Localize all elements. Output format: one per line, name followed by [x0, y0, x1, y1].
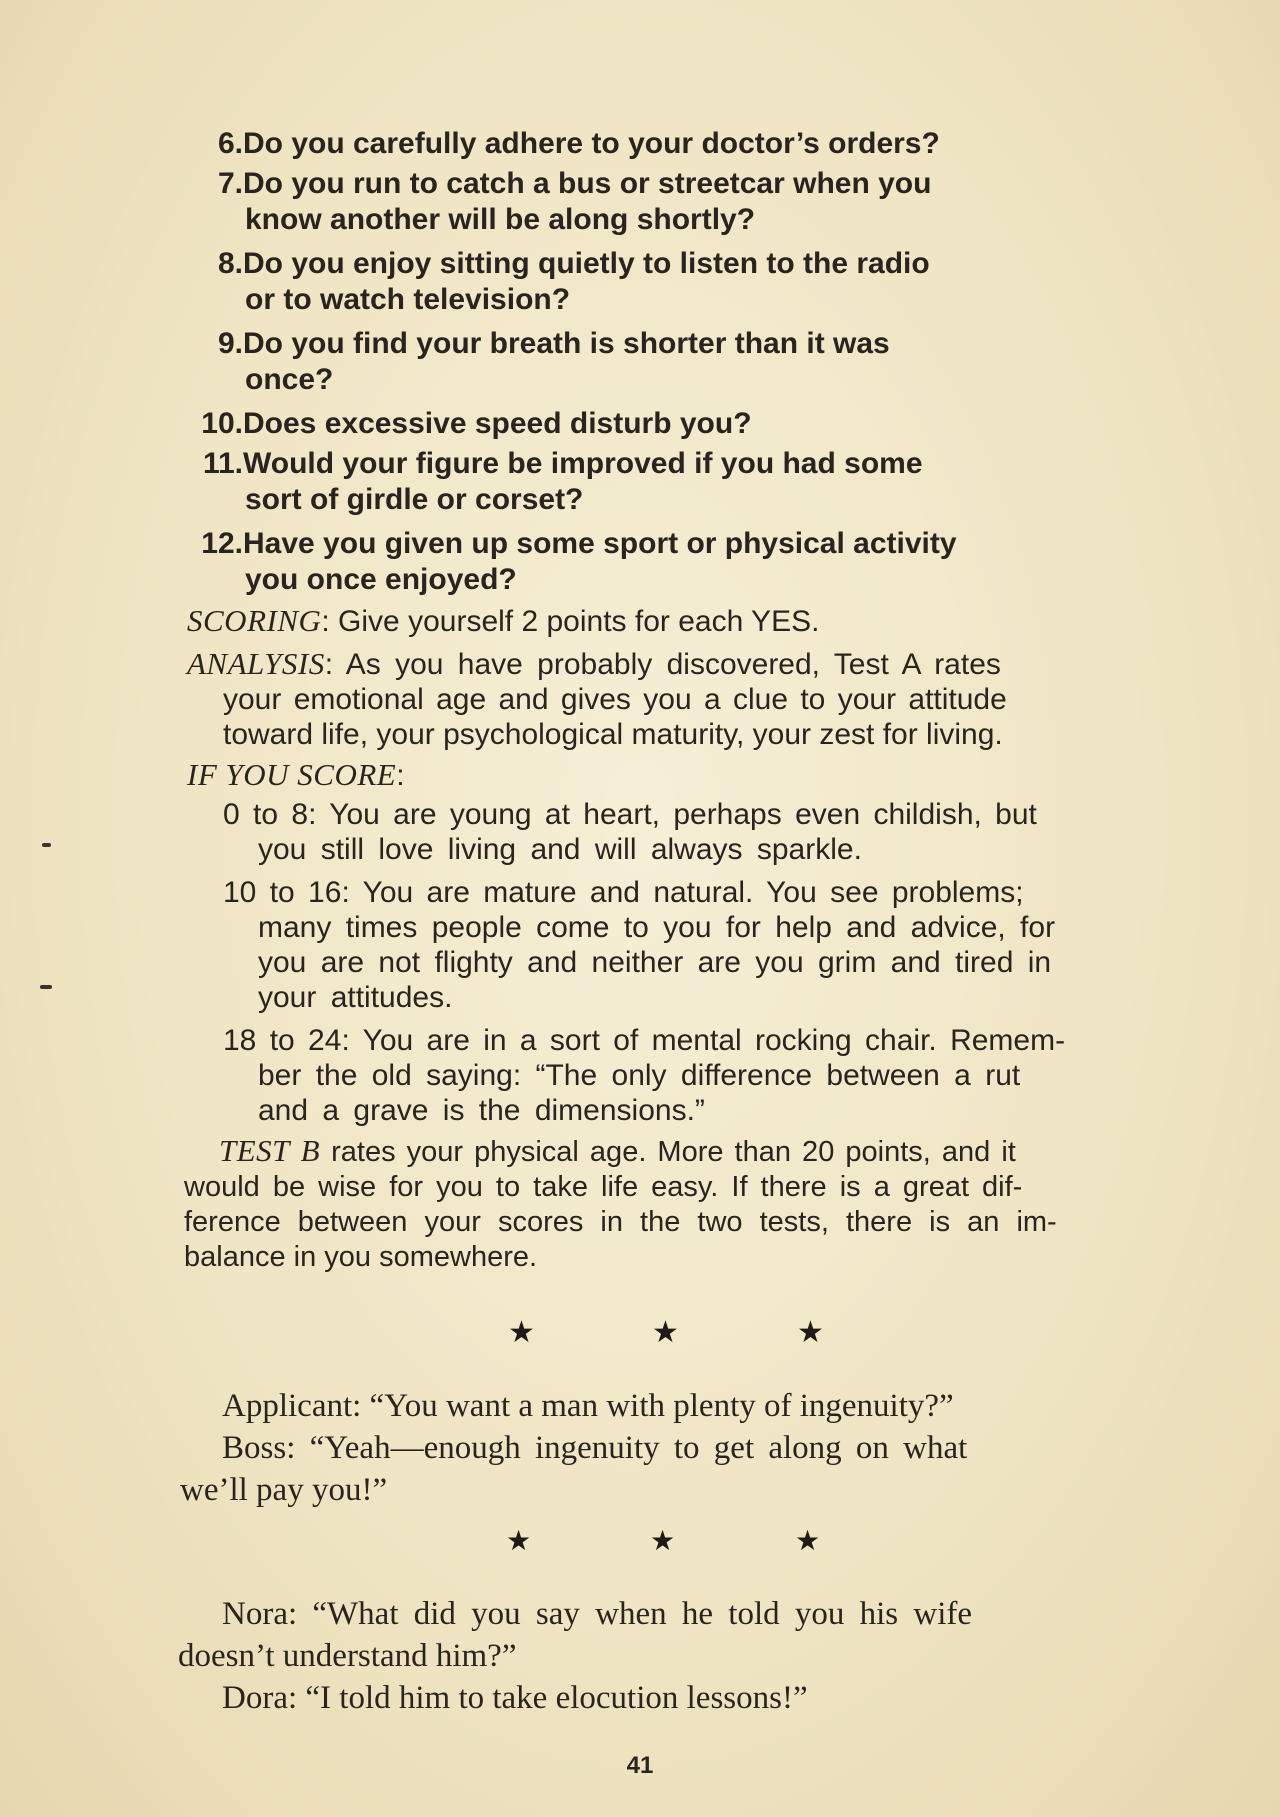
star-icon: ★ — [652, 1316, 679, 1349]
question-text: Do you enjoy sitting quietly to listen to the radio — [243, 247, 930, 280]
score-range-text: : You are young at heart, perhaps even childish, but — [308, 798, 1037, 831]
score-range-text-cont: your attitudes. — [258, 981, 453, 1014]
star-icon: ★ — [506, 1526, 532, 1557]
question-item — [185, 326, 890, 398]
question-text-cont: know another will be along shortly? — [245, 203, 756, 236]
question-item — [185, 126, 940, 162]
analysis-paragraph — [187, 646, 1007, 752]
test-b-line-1: rates your physical age. More than 20 points, and it — [320, 1136, 1016, 1168]
test-b-line-2: would be wise for you to take life easy. If there is a great dif- — [184, 1171, 1023, 1203]
score-range-text-cont: you are not flighty and neither are you grim and tired in — [258, 946, 1052, 979]
joke-boss-line: Boss: “Yeah—enough ingenuity to get along on what — [222, 1430, 968, 1466]
score-range-label: 10 to 16 — [223, 876, 342, 909]
question-item — [185, 406, 752, 442]
if-you-score-colon: : — [396, 759, 405, 792]
test-b-line-3: ference between your scores in the two tests, there is an im- — [184, 1206, 1057, 1238]
scoring-line — [187, 603, 819, 639]
question-number: 11. — [202, 447, 243, 480]
ink-speck — [40, 985, 52, 989]
question-text-cont: or to watch television? — [245, 283, 571, 316]
star-icon: ★ — [797, 1316, 824, 1349]
joke-applicant-line: Applicant: “You want a man with plenty of ingenuity?” — [222, 1388, 954, 1424]
scoring-text: : Give yourself 2 points for each YES. — [321, 605, 820, 638]
test-b-paragraph — [184, 1133, 1057, 1275]
if-you-score-label: IF YOU SCORE — [187, 757, 397, 792]
score-range-text: : You are mature and natural. You see problems; — [341, 876, 1024, 909]
score-range-text-cont: and a grave is the dimensions.” — [258, 1094, 705, 1127]
score-range-label: 0 to 8 — [223, 798, 309, 831]
test-b-label: TEST B — [219, 1133, 321, 1168]
score-range-text-cont: many times people come to you for help and advice, for — [258, 911, 1056, 944]
score-range-text: : You are in a sort of mental rocking chair. Remem- — [341, 1024, 1066, 1057]
star-icon: ★ — [650, 1526, 676, 1557]
analysis-line-1: : As you have probably discovered, Test A rates — [324, 648, 1001, 681]
question-number: 8. — [217, 247, 243, 280]
question-text-cont: you once enjoyed? — [245, 563, 517, 596]
question-number: 9. — [217, 327, 243, 360]
score-range-text-cont: ber the old saying: “The only difference between a rut — [258, 1059, 1021, 1092]
question-item — [185, 166, 931, 238]
question-text: Do you run to catch a bus or streetcar when you — [243, 167, 932, 200]
joke-nora-line: Nora: “What did you say when he told you his wife — [222, 1596, 973, 1632]
question-item — [185, 246, 930, 318]
question-item — [185, 446, 923, 518]
score-range-text-cont: you still love living and will always sparkle. — [258, 833, 862, 866]
if-you-score-heading — [187, 757, 405, 793]
question-number: 12. — [201, 527, 243, 560]
question-text: Have you given up some sport or physical activity — [243, 527, 957, 560]
scoring-label: SCORING — [187, 603, 322, 638]
page-number: 41 — [626, 1752, 654, 1779]
star-icon: ★ — [508, 1316, 535, 1349]
question-text: Do you carefully adhere to your doctor’s orders? — [243, 127, 940, 160]
score-range-item — [223, 1023, 1065, 1128]
score-range-item — [223, 875, 1055, 1015]
question-text-cont: once? — [245, 363, 334, 396]
analysis-label: ANALYSIS — [187, 646, 325, 681]
question-number: 6. — [217, 127, 243, 160]
ink-speck — [42, 843, 51, 847]
score-range-item — [223, 797, 1037, 867]
question-number: 10. — [201, 407, 243, 440]
question-item — [185, 526, 957, 598]
score-range-label: 18 to 24 — [223, 1024, 342, 1057]
joke-boss-line-cont: we’ll pay you!” — [180, 1472, 388, 1508]
question-text: Do you find your breath is shorter than it was — [243, 327, 890, 360]
question-text: Does excessive speed disturb you? — [243, 407, 752, 440]
analysis-line-3: toward life, your psychological maturity, your zest for living. — [223, 718, 1003, 751]
joke-dora-line: Dora: “I told him to take elocution lessons!” — [222, 1680, 808, 1716]
question-number: 7. — [217, 167, 243, 200]
question-text-cont: sort of girdle or corset? — [245, 483, 584, 516]
star-icon: ★ — [795, 1526, 821, 1557]
test-b-line-4: balance in you somewhere. — [184, 1241, 538, 1273]
joke-nora-line-cont: doesn’t understand him?” — [178, 1638, 517, 1674]
question-text: Would your figure be improved if you had some — [243, 447, 923, 480]
analysis-line-2: your emotional age and gives you a clue to your attitude — [223, 683, 1007, 716]
